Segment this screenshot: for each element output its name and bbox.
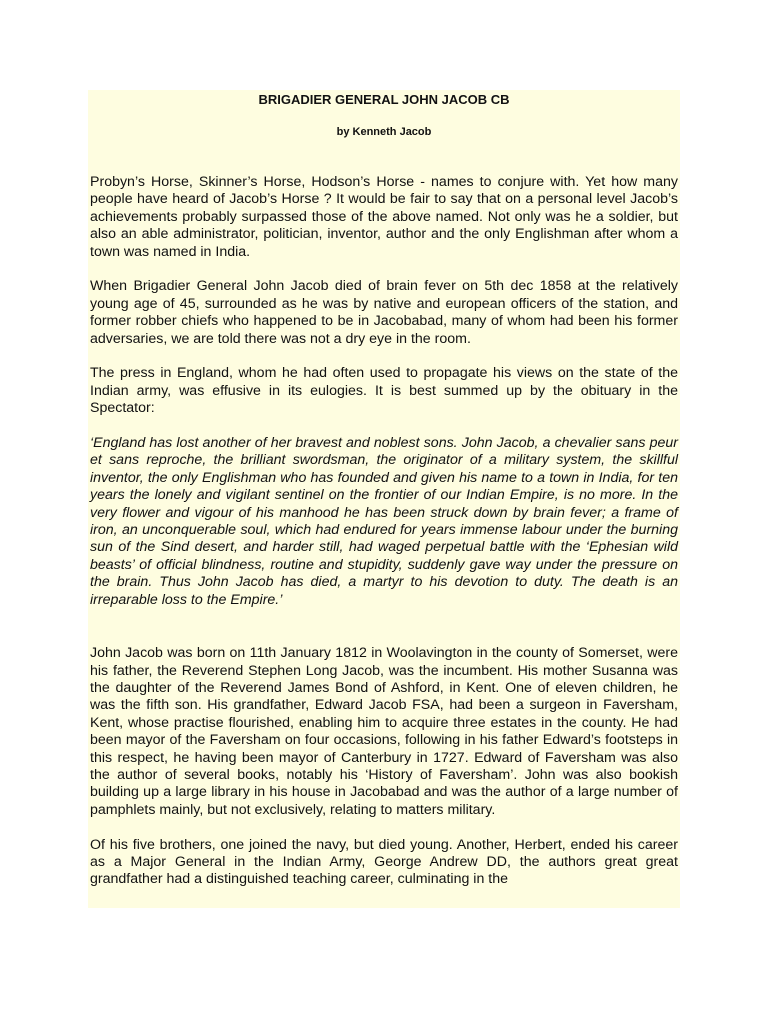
paragraph-press: The press in England, whom he had often used to propagate his views on the state of the Indian army, was effusive in its eulogies. It is best summed up by the obituary in the Spectator:: [90, 365, 678, 417]
document-body: [90, 174, 678, 889]
paragraph-intro: Probyn’s Horse, Skinner’s Horse, Hodson’s Horse - names to conjure with. Yet how many people have heard of Jacob’s Horse ? It would be fair to say that on a personal level Jacob’s achievements probably surpassed those of the above named. Not only was he a soldier, but also an able administrator, politician, inventor, author and the only Englishman after whom a town was named in India.: [90, 174, 678, 260]
document-page: [88, 90, 680, 908]
paragraph-birth: John Jacob was born on 11th January 1812 in Woolavington in the county of Somerset, were his father, the Reverend Stephen Long Jacob, was the incumbent. His mother Susanna was the daughter of the Reverend James Bond of Ashford, in Kent. One of eleven children, he was the fifth son. His grandfather, Edward Jacob FSA, had been a surgeon in Faversham, Kent, whose practise flourished, enabling him to acquire three estates in the county. He had been mayor of the Faversham on four occasions, following in his father Edward’s footsteps in this respect, he having been mayor of Canterbury in 1727. Edward of Faversham was also the author of several books, notably his ‘History of Faversham’. John was also bookish building up a large library in his house in Jacobabad and was the author of a large number of pamphlets mainly, but not exclusively, relating to matters military.: [90, 645, 678, 818]
document-byline: by Kenneth Jacob: [336, 126, 432, 138]
paragraph-brothers: Of his five brothers, one joined the navy, but died young. Another, Herbert, ended his career as a Major General in the Indian Army, George Andrew DD, the authors great great grandfather had a distinguished teaching career, culminating in the: [90, 836, 678, 888]
paragraph-death: When Brigadier General John Jacob died of brain fever on 5th dec 1858 at the relatively young age of 45, surrounded as he was by native and european officers of the station, and former robber chiefs who happened to be in Jacobabad, many of whom had been his former adversaries, we are told there was not a dry eye in the room.: [90, 278, 678, 347]
document-title: BRIGADIER GENERAL JOHN JACOB CB: [258, 92, 510, 107]
paragraph-spectator-quote: ‘England has lost another of her bravest and noblest sons. John Jacob, a chevalier sans peur et sans reproche, the brilliant swordsman, the originator of a military system, the skillful inventor, the only Englishman who has founded and given his name to a town in India, for ten years the lonely and vigilant sentinel on the frontier of our Indian Empire, is no more. In the very flower and vigour of his manhood he has been struck down by brain fever; a frame of iron, an unconquerable soul, which had endured for years immense labour under the burning sun of the Sind desert, and harder still, had waged perpetual battle with the ‘Ephesian wild beasts’ of official blindness, routine and stupidity, suddenly gave way under the pressure on the brain. Thus John Jacob has died, a martyr to his devotion to duty. The death is an irreparable loss to the Empire.’: [90, 435, 678, 608]
